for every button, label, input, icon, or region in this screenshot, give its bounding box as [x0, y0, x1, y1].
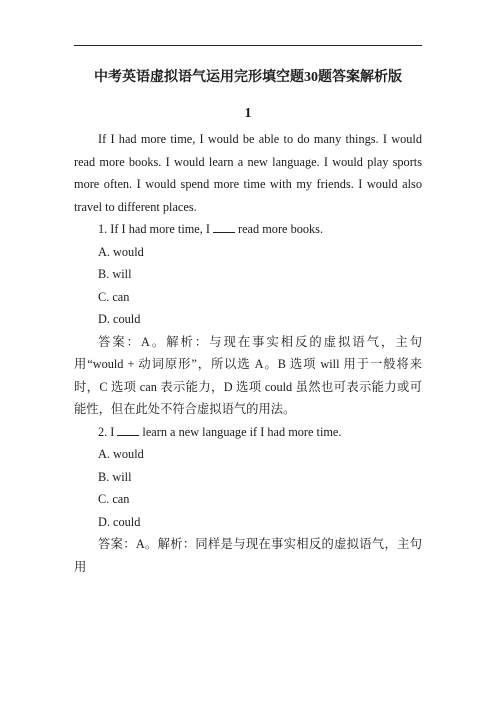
- question-1-option-b: B. will: [98, 267, 132, 281]
- passage-paragraph: If I had more time, I would be able to do many things. I would read more books. I would learn a new language. I would play sports more often. I would spend more time with my friends. I would also travel to different places.: [74, 132, 422, 214]
- question-2-blank: [117, 423, 139, 436]
- question-1-stem-end: read more books.: [238, 222, 324, 236]
- header-rule: [74, 45, 422, 46]
- section-number: 1: [244, 106, 252, 121]
- question-1-blank: [213, 220, 235, 233]
- question-2-option-d: D. could: [98, 514, 141, 529]
- question-2-stem-end: learn a new language if I had more time.: [142, 424, 342, 439]
- question-1-option-a: A. would: [98, 244, 144, 259]
- question-2-stem: [74, 421, 422, 444]
- question-2-stem-start: 2. I: [98, 424, 115, 439]
- document-body: [74, 128, 422, 578]
- question-2-option-a: A. would: [98, 447, 144, 461]
- question-2-answer: 答案：A。解析：同样是与现在事实相反的虚拟语气，主句用: [74, 537, 422, 574]
- document-title: 中考英语虚拟语气运用完形填空题30题答案解析版: [94, 70, 402, 85]
- question-1-option-c: C. can: [98, 289, 130, 304]
- question-1-stem-start: 1. If I had more time, I: [98, 222, 210, 236]
- question-1-option-d: D. could: [98, 312, 141, 326]
- question-1-stem: [74, 218, 422, 241]
- question-2-option-c: C. can: [98, 492, 130, 506]
- question-1-answer: 答案：A。解析：与现在事实相反的虚拟语气，主句用“would + 动词原形”，所以选 A。B 选项 will 用于一般将来时，C 选项 can 表示能力，D 选项 could 虽然也可表示能力或可能性，但在此处不符合虚拟语气的用法。: [74, 334, 422, 416]
- question-2-option-b: B. will: [98, 469, 132, 484]
